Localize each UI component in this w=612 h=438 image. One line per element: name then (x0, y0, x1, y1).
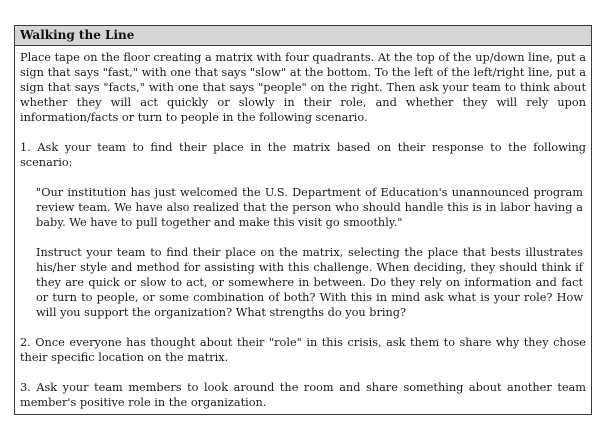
step-1-paragraph: 1. Ask your team to find their place in the matrix based on their response to the following scenario: (20, 141, 586, 169)
box-title: Walking the Line (15, 26, 591, 46)
step-3-paragraph: 3. Ask your team members to look around the room and share something about another team member's positive role in the organization. (20, 381, 586, 409)
intro-paragraph: Place tape on the floor creating a matrix with four quadrants. At the top of the up/down line, put a sign that says "fast," with one that says "slow" at the bottom. To the left of the left/right line, put a sign that says "facts," with one that says "people" on the right. Then ask your team to think about whether they will act quickly or slowly in their role, and whether they will rely upon information/facts or turn to people in the following scenario. (20, 51, 586, 124)
box-body (15, 46, 591, 410)
scenario-quote: "Our institution has just welcomed the U.S. Department of Education's unannounced program review team. We have also realized that the person who should handle this is in labor having a baby. We have to pull together and make this visit go smoothly." (36, 186, 583, 229)
activity-box (14, 25, 592, 415)
step-2-paragraph: 2. Once everyone has thought about their "role" in this crisis, ask them to share why they chose their specific location on the matrix. (20, 336, 586, 364)
instruction-paragraph: Instruct your team to find their place on the matrix, selecting the place that bests illustrates his/her style and method for assisting with this challenge. When deciding, they should think if they are quick or slow to act, or somewhere in between. Do they rely on information and fact or turn to people, or some combination of both? With this in mind ask what is your role? How will you support the organization? What strengths do you bring? (36, 246, 583, 319)
